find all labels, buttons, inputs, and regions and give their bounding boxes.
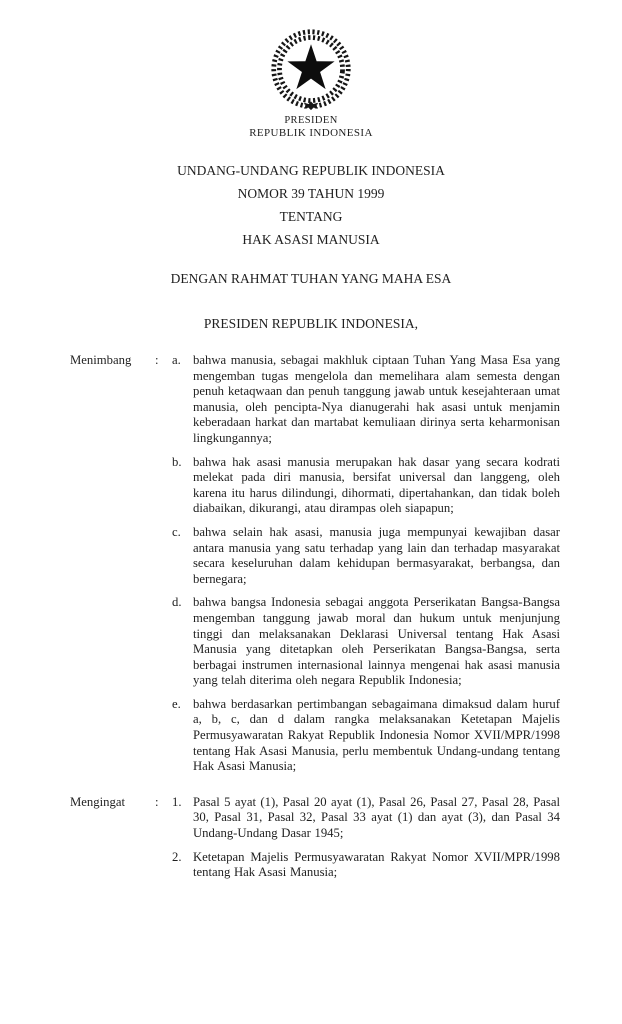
list-marker: a. bbox=[172, 353, 181, 367]
list-marker: c. bbox=[172, 524, 181, 539]
list-marker: d. bbox=[172, 595, 182, 610]
title-line-subject: HAK ASASI MANUSIA bbox=[242, 232, 380, 247]
considering-item-text: bahwa manusia, sebagai makhluk ciptaan Tuhan Yang Masa Esa yang mengemban tugas mengelola dan memelihara alam semesta dengan penuh ketaqwaan dan penuh tanggung jawab untuk kesejahteraan umat manusia, oleh pencipta-Nya dianugerahi hak asasi untuk menjamin keberadaan harkat dan martabat kemuliaan dirinya serta keharmonisan lingkungannya; bbox=[193, 353, 560, 445]
considering-item bbox=[172, 353, 560, 447]
letterhead-republik-indonesia: REPUBLIK INDONESIA bbox=[249, 127, 373, 139]
recalling-label: Mengingat bbox=[70, 794, 125, 809]
list-marker: e. bbox=[172, 696, 181, 711]
list-marker: 1. bbox=[172, 794, 182, 809]
letterhead bbox=[0, 0, 622, 140]
title-line-number: NOMOR 39 TAHUN 1999 bbox=[237, 186, 385, 201]
invocation-line: DENGAN RAHMAT TUHAN YANG MAHA ESA bbox=[170, 271, 452, 286]
list-marker: b. bbox=[172, 454, 182, 469]
title-line-tentang: TENTANG bbox=[279, 209, 343, 224]
considering-separator: : bbox=[155, 353, 159, 367]
considering-item bbox=[172, 525, 560, 587]
recalling-items bbox=[172, 795, 560, 881]
recalling-item-text: Ketetapan Majelis Permusyawaratan Rakyat Nomor XVII/MPR/1998 tentang Hak Asasi Manusia; bbox=[193, 849, 560, 880]
letterhead-presiden: PRESIDEN bbox=[284, 115, 338, 126]
considering-item-text: bahwa berdasarkan pertimbangan sebagaimana dimaksud dalam huruf a, b, c, dan d dalam rangka melaksanakan Ketetapan Majelis Permusyawaratan Rakyat Republik Indonesia Nomor XVII/MPR/1998 tentang Hak Asasi Manusia, perlu membentuk Undang-undang tentang Hak Asasi Manusia; bbox=[193, 696, 560, 774]
considering-label: Menimbang bbox=[70, 353, 132, 367]
considering-items bbox=[172, 353, 560, 775]
considering-item bbox=[172, 455, 560, 517]
considering-item-text: bahwa bangsa Indonesia sebagai anggota Perserikatan Bangsa-Bangsa mengemban tanggung jawab moral dan hukum untuk menjunjung tinggi dan melaksanakan Deklarasi Universal tentang Hak Asasi Manusia yang ditetapkan oleh Perserikatan Bangsa-Bangsa, serta berbagai instrumen internasional lainnya mengenai hak asasi manusia yang telah diterima oleh negara Republik Indonesia; bbox=[193, 595, 560, 688]
recalling-section bbox=[0, 795, 622, 881]
considering-item-text: bahwa selain hak asasi, manusia juga mempunyai kewajiban dasar antara manusia yang satu terhadap yang lain dan terhadap masyarakat secara keseluruhan dalam kehidupan bermasyarakat, berbangsa, dan bernegara; bbox=[193, 524, 560, 586]
considering-item bbox=[172, 595, 560, 689]
list-marker: 2. bbox=[172, 849, 182, 864]
recalling-item-text: Pasal 5 ayat (1), Pasal 20 ayat (1), Pasal 26, Pasal 27, Pasal 28, Pasal 30, Pasal 31, Pasal 32, Pasal 33 ayat (1) dan ayat (3), dan Pasal 34 Undang-Undang Dasar 1945; bbox=[193, 794, 560, 841]
title-line-law: UNDANG-UNDANG REPUBLIK INDONESIA bbox=[177, 163, 445, 178]
considering-section bbox=[0, 353, 622, 775]
recalling-item bbox=[172, 850, 560, 881]
authority-line: PRESIDEN REPUBLIK INDONESIA, bbox=[203, 316, 419, 331]
recalling-separator: : bbox=[155, 794, 159, 809]
considering-item bbox=[172, 697, 560, 775]
considering-item-text: bahwa hak asasi manusia merupakan hak dasar yang secara kodrati melekat pada diri manusia, bersifat universal dan langgeng, oleh karena itu harus dilindungi, dihormati, dipertahankan, dan tidak boleh diabaikan, dikurangi, atau dirampas oleh siapapun; bbox=[193, 454, 560, 516]
star-wreath-emblem-icon bbox=[267, 27, 355, 113]
title-block bbox=[0, 159, 622, 251]
recalling-item bbox=[172, 795, 560, 842]
